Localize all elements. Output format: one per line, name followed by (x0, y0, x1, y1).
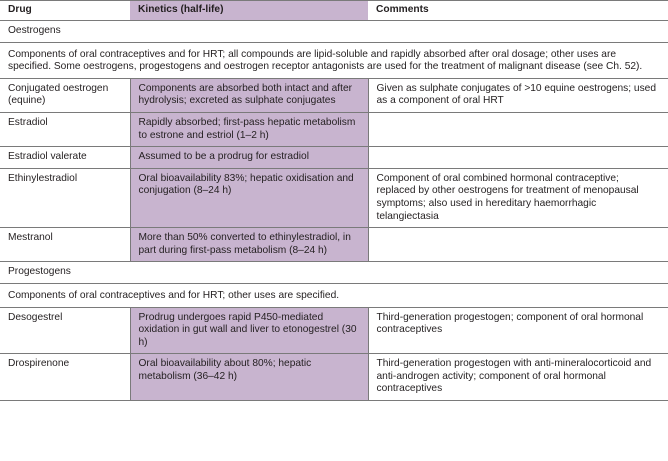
comments-cell: Third-generation progestogen; component of oral hormonal contraceptives (368, 307, 668, 354)
header-drug: Drug (0, 1, 130, 21)
comments-cell (368, 147, 668, 169)
kinetics-cell: Assumed to be a prodrug for estradiol (130, 147, 368, 169)
section-row-oestrogens (0, 21, 668, 43)
drug-cell: Estradiol valerate (0, 147, 130, 169)
section-title: Oestrogens (0, 21, 668, 43)
section-note-row (0, 283, 668, 307)
section-note: Components of oral contraceptives and for HRT; other uses are specified. (0, 283, 668, 307)
comments-cell: Component of oral combined hormonal contraceptive; replaced by other oestrogens for treatment of menopausal symptoms; also used in hereditary haemorrhagic telangiectasia (368, 168, 668, 227)
section-title: Progestogens (0, 262, 668, 284)
table-row (0, 168, 668, 227)
comments-cell: Given as sulphate conjugates of >10 equine oestrogens; used as a component of oral HRT (368, 78, 668, 112)
drug-cell: Ethinylestradiol (0, 168, 130, 227)
table-row (0, 307, 668, 354)
kinetics-cell: Rapidly absorbed; first-pass hepatic metabolism to estrone and estriol (1–2 h) (130, 112, 368, 146)
header-comments: Comments (368, 1, 668, 21)
table-row (0, 147, 668, 169)
drug-cell: Mestranol (0, 228, 130, 262)
comments-cell: Third-generation progestogen with anti-mineralocorticoid and anti-androgen activity; component of oral hormonal contraceptives (368, 354, 668, 401)
section-note: Components of oral contraceptives and for HRT; all compounds are lipid-soluble and rapidly absorbed after oral dosage; other uses are specified. Some oestrogens, progestogens and oestrogen receptor antagonists are used for the treatment of malignant disease (see Ch. 52). (0, 42, 668, 78)
table-row (0, 112, 668, 146)
kinetics-cell: More than 50% converted to ethinylestradiol, in part during first-pass metabolism (8–24 h) (130, 228, 368, 262)
table-row (0, 78, 668, 112)
header-kinetics: Kinetics (half-life) (130, 1, 368, 21)
drug-cell: Drospirenone (0, 354, 130, 401)
section-row-progestogens (0, 262, 668, 284)
kinetics-cell: Components are absorbed both intact and after hydrolysis; excreted as sulphate conjugates (130, 78, 368, 112)
drug-cell: Desogestrel (0, 307, 130, 354)
drug-cell: Conjugated oestrogen (equine) (0, 78, 130, 112)
drug-cell: Estradiol (0, 112, 130, 146)
comments-cell (368, 228, 668, 262)
kinetics-cell: Oral bioavailability 83%; hepatic oxidisation and conjugation (8–24 h) (130, 168, 368, 227)
table-row (0, 354, 668, 401)
table-row (0, 228, 668, 262)
header-row (0, 1, 668, 21)
kinetics-cell: Oral bioavailability about 80%; hepatic metabolism (36–42 h) (130, 354, 368, 401)
comments-cell (368, 112, 668, 146)
kinetics-cell: Prodrug undergoes rapid P450-mediated oxidation in gut wall and liver to etonogestrel (30 h) (130, 307, 368, 354)
section-note-row (0, 42, 668, 78)
